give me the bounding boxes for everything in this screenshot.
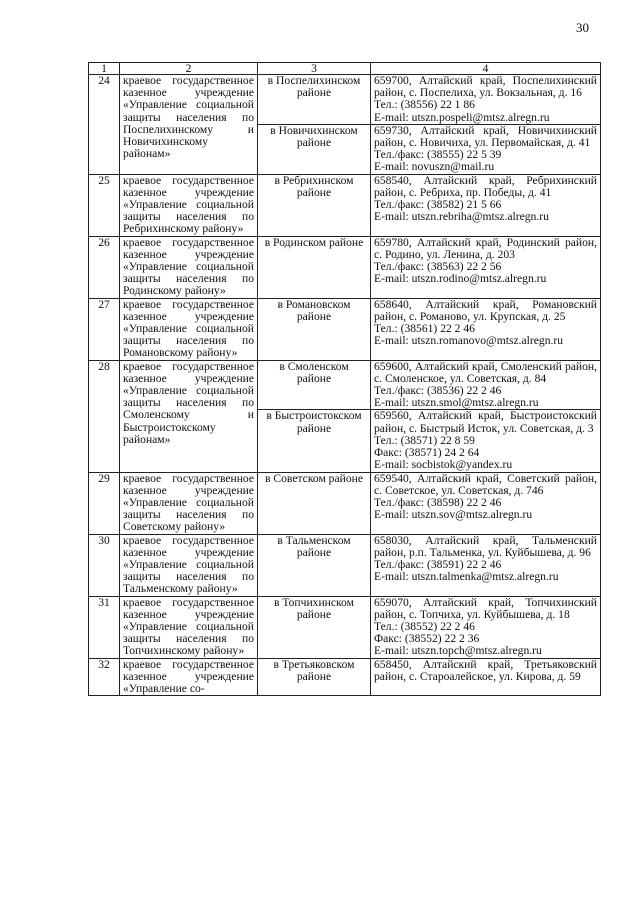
organization-name: краевое государственное казенное учреждение «Управление социальной защиты населения по Тальменскому району» <box>120 534 258 596</box>
district-cell: в Поспелихинском районе <box>258 75 371 125</box>
offices-table <box>88 62 601 696</box>
contact-cell <box>371 124 601 174</box>
organization-name: краевое государственное казенное учреждение «Управление социальной защиты населения по Родинскому району» <box>120 236 258 298</box>
district-cell: в Романовском районе <box>258 298 371 360</box>
organization-name: краевое государственное казенное учреждение «Управление социальной защиты населения по Ребрихинскому району» <box>120 174 258 236</box>
organization-name: краевое государственное казенное учреждение «Управление социальной защиты населения по Топчихинскому району» <box>120 596 258 658</box>
phone-line: Тел./факс: (38536) 22 2 46 <box>374 384 502 398</box>
phone-line: Тел.: (38552) 22 2 46 <box>374 619 475 633</box>
contact-cell <box>371 658 601 696</box>
table-row <box>89 236 601 298</box>
organization-name: краевое государственное казенное учреждение «Управление социальной защиты населения по Романовскому району» <box>120 298 258 360</box>
page-number: 30 <box>576 20 589 35</box>
row-number: 30 <box>89 534 120 596</box>
address-line: 659560, Алтайский край, Быстроистокский район, с. Быстрый Исток, ул. Советская, д. 3 <box>374 409 597 435</box>
email-line: E-mail: utszn.topch@mtsz.alregn.ru <box>374 644 542 658</box>
district-cell: в Быстроистокском районе <box>258 410 371 472</box>
phone-line: Тел.: (38556) 22 1 86 <box>374 98 475 112</box>
phone-line: Факс: (38571) 24 2 64 <box>374 446 480 460</box>
address-line: 659730, Алтайский край, Новичихинский район, с. Новичиха, ул. Первомайская, д. 41 <box>374 123 597 150</box>
organization-name: краевое государственное казенное учреждение «Управление со- <box>120 658 258 696</box>
email-line: E-mail: utszn.smol@mtsz.alregn.ru <box>374 396 539 410</box>
district-cell: в Новичихинском районе <box>258 124 371 174</box>
row-number: 27 <box>89 298 120 360</box>
phone-line: Тел./факс: (38598) 22 2 46 <box>374 495 502 509</box>
contact-cell <box>371 360 601 410</box>
email-line: E-mail: utszn.talmenka@mtsz.alregn.ru <box>374 570 559 584</box>
address-line: 658640, Алтайский край, Романовский район, с. Романово, ул. Крупская, д. 25 <box>374 297 597 323</box>
table-row <box>89 472 601 534</box>
phone-line: Тел./факс: (38582) 21 5 66 <box>374 198 502 212</box>
table-row <box>89 360 601 410</box>
organization-name: краевое государственное казенное учреждение «Управление социальной защиты населения по Поспелихинскому и Новичихинскому районам» <box>120 75 258 175</box>
email-line: E-mail: utszn.romanovo@mtsz.alregn.ru <box>374 334 564 348</box>
address-line: 658450, Алтайский край, Третьяковский район, с. Староалейское, ул. Кирова, д. 59 <box>374 657 597 683</box>
table-row <box>89 75 601 125</box>
email-line: E-mail: utszn.sov@mtsz.alregn.ru <box>374 508 533 522</box>
district-cell: в Ребрихинском районе <box>258 174 371 236</box>
contact-cell <box>371 534 601 596</box>
address-line: 659780, Алтайский край, Родинский район, с. Родино, ул. Ленина, д. 203 <box>374 235 597 261</box>
contact-cell <box>371 596 601 658</box>
address-line: 659540, Алтайский край, Советский район, с. Советское, ул. Советская, д. 746 <box>374 471 597 497</box>
row-number: 31 <box>89 596 120 658</box>
column-header: 3 <box>258 63 371 75</box>
table-row <box>89 298 601 360</box>
district-cell: в Советском районе <box>258 472 371 534</box>
column-header: 4 <box>371 63 601 75</box>
row-number: 24 <box>89 75 120 175</box>
column-header: 1 <box>89 63 120 75</box>
address-line: 659600, Алтайский край, Смоленский район, с. Смоленское, ул. Советская, д. 84 <box>374 359 597 385</box>
row-number: 32 <box>89 658 120 696</box>
contact-cell <box>371 236 601 298</box>
address-line: 659070, Алтайский край, Топчихинский район, с. Топчиха, ул. Куйбышева, д. 18 <box>374 595 597 621</box>
email-line: E-mail: utszn.rodino@mtsz.alregn.ru <box>374 272 547 286</box>
row-number: 25 <box>89 174 120 236</box>
district-cell: в Родинском районе <box>258 236 371 298</box>
phone-line: Тел./факс: (38563) 22 2 56 <box>374 260 502 274</box>
table-row <box>89 174 601 236</box>
address-line: 658030, Алтайский край, Тальменский район, р.п. Тальменка, ул. Куйбышева, д. 96 <box>374 533 597 559</box>
address-line: 659700, Алтайский край, Поспелихинский район, с. Поспелиха, ул. Вокзальная, д. 16 <box>374 74 597 100</box>
phone-line: Факс: (38552) 22 2 36 <box>374 632 480 646</box>
district-cell: в Третьяковском районе <box>258 658 371 696</box>
district-cell: в Тальменском районе <box>258 534 371 596</box>
contact-cell <box>371 410 601 472</box>
contact-cell <box>371 472 601 534</box>
phone-line: Тел./факс: (38591) 22 2 46 <box>374 557 502 571</box>
contact-cell <box>371 174 601 236</box>
table-header-row <box>89 63 601 75</box>
email-line: E-mail: utszn.pospeli@mtsz.alregn.ru <box>374 110 550 124</box>
organization-name: краевое государственное казенное учреждение «Управление социальной защиты населения по Советскому району» <box>120 472 258 534</box>
email-line: E-mail: socbistok@yandex.ru <box>374 458 513 472</box>
table-row <box>89 534 601 596</box>
table-row <box>89 658 601 696</box>
row-number: 28 <box>89 360 120 472</box>
email-line: E-mail: novuszn@mail.ru <box>374 160 495 174</box>
phone-line: Тел.: (38571) 22 8 59 <box>374 433 475 447</box>
email-line: E-mail: utszn.rebriha@mtsz.alregn.ru <box>374 210 549 224</box>
phone-line: Тел.: (38561) 22 2 46 <box>374 322 475 336</box>
row-number: 26 <box>89 236 120 298</box>
contact-cell <box>371 298 601 360</box>
contact-cell <box>371 75 601 125</box>
row-number: 29 <box>89 472 120 534</box>
address-line: 658540, Алтайский край, Ребрихинский район, с. Ребриха, пр. Победы, д. 41 <box>374 173 597 199</box>
district-cell: в Смоленском районе <box>258 360 371 410</box>
column-header: 2 <box>120 63 258 75</box>
phone-line: Тел./факс: (38555) 22 5 39 <box>374 148 502 162</box>
table-row <box>89 596 601 658</box>
district-cell: в Топчихинском районе <box>258 596 371 658</box>
organization-name: краевое государственное казенное учреждение «Управление социальной защиты населения по Смоленскому и Быстроистокскому районам» <box>120 360 258 472</box>
